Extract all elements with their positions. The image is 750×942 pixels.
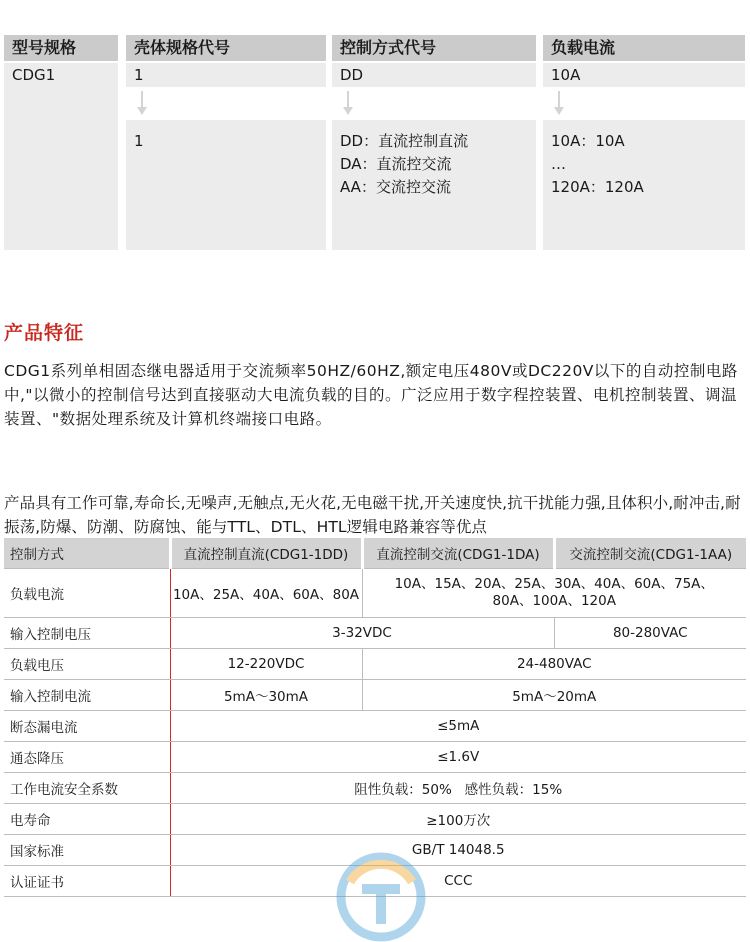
row-label: 电寿命 [4, 804, 170, 835]
down-arrow-icon [343, 91, 353, 115]
header-control-mode: 控制方式 [4, 538, 170, 569]
features-title: 产品特征 [4, 322, 85, 344]
cell-value: 12-220VDC [170, 649, 362, 680]
row-label: 负载电流 [4, 569, 170, 618]
cell-value: GB/T 14048.5 [170, 835, 746, 866]
row-label: 负载电压 [4, 649, 170, 680]
load-current-options [543, 120, 745, 250]
table-row [4, 742, 746, 773]
model-value-control-code: DD [332, 63, 536, 87]
down-arrow-icon [554, 91, 564, 115]
cell-value: ≤5mA [170, 711, 746, 742]
option-item: 1 [134, 132, 144, 150]
header-aa: 交流控制交流(CDG1-1AA) [554, 538, 746, 569]
control-code-options [332, 120, 536, 250]
row-label: 断态漏电流 [4, 711, 170, 742]
table-row [4, 569, 746, 618]
features-paragraph-1: CDG1系列单相固态继电器适用于交流频率50HZ/60HZ,额定电压480V或DC220V以下的自动控制电路中,"以微小的控制信号达到直接驱动大电流负载的目的。广泛应用于数字程控装置、电机控制装置、调温装置、"数据处理系统及计算机终端接口电路。 [4, 362, 738, 428]
cell-value: CCC [170, 866, 746, 897]
model-header-series: 型号规格 [4, 35, 118, 61]
cell-value: 5mA～20mA [362, 680, 746, 711]
model-value-series: CDG1 [4, 63, 118, 87]
cell-value: ≤1.6V [170, 742, 746, 773]
row-label: 国家标准 [4, 835, 170, 866]
table-row [4, 680, 746, 711]
features-paragraph-2: 产品具有工作可靠,寿命长,无噪声,无触点,无火花,无电磁干扰,开关速度快,抗干扰能力强,且体积小,耐冲击,耐振荡,防爆、防潮、防腐蚀、能与TTL、DTL、HTL逻辑电路兼容等优点 [4, 494, 741, 536]
down-arrow-icon [137, 91, 147, 115]
table-row [4, 804, 746, 835]
option-item: 10A：10A [551, 132, 625, 150]
cell-value: 80-280VAC [554, 618, 746, 649]
cell-value: ≥100万次 [170, 804, 746, 835]
row-label: 输入控制电流 [4, 680, 170, 711]
cell-line: 80A、100A、120A [492, 593, 616, 609]
cell-value: 5mA～30mA [170, 680, 362, 711]
option-item: … [551, 155, 566, 173]
model-series-column-body [4, 87, 118, 250]
table-row [4, 773, 746, 804]
watermark-logo-icon [336, 852, 426, 942]
table-row [4, 649, 746, 680]
cell-value: 3-32VDC [170, 618, 554, 649]
shell-code-options [126, 120, 326, 250]
row-label: 输入控制电压 [4, 618, 170, 649]
cell-line: 10A、15A、20A、25A、30A、40A、60A、75A、 [394, 576, 714, 592]
cell-value [362, 569, 746, 618]
row-label: 工作电流安全系数 [4, 773, 170, 804]
cell-value: 24-480VAC [362, 649, 746, 680]
row-label: 通态降压 [4, 742, 170, 773]
model-value-shell-code: 1 [126, 63, 326, 87]
model-value-load-current: 10A [543, 63, 745, 87]
table-row [4, 618, 746, 649]
cell-value: 阻性负载：50% 感性负载：15% [170, 773, 746, 804]
model-header-shell-code: 壳体规格代号 [126, 35, 326, 61]
option-item: DD：直流控制直流 [340, 132, 469, 150]
option-item: 120A：120A [551, 178, 644, 196]
model-header-load-current: 负载电流 [543, 35, 745, 61]
spec-table [4, 538, 746, 897]
option-item: DA：直流控交流 [340, 155, 452, 173]
header-da: 直流控制交流(CDG1-1DA) [362, 538, 554, 569]
table-header-row [4, 538, 746, 569]
model-header-control-code: 控制方式代号 [332, 35, 536, 61]
cell-value: 10A、25A、40A、60A、80A [170, 569, 362, 618]
header-dd: 直流控制直流(CDG1-1DD) [170, 538, 362, 569]
option-item: AA：交流控交流 [340, 178, 451, 196]
table-row [4, 711, 746, 742]
row-label: 认证证书 [4, 866, 170, 897]
